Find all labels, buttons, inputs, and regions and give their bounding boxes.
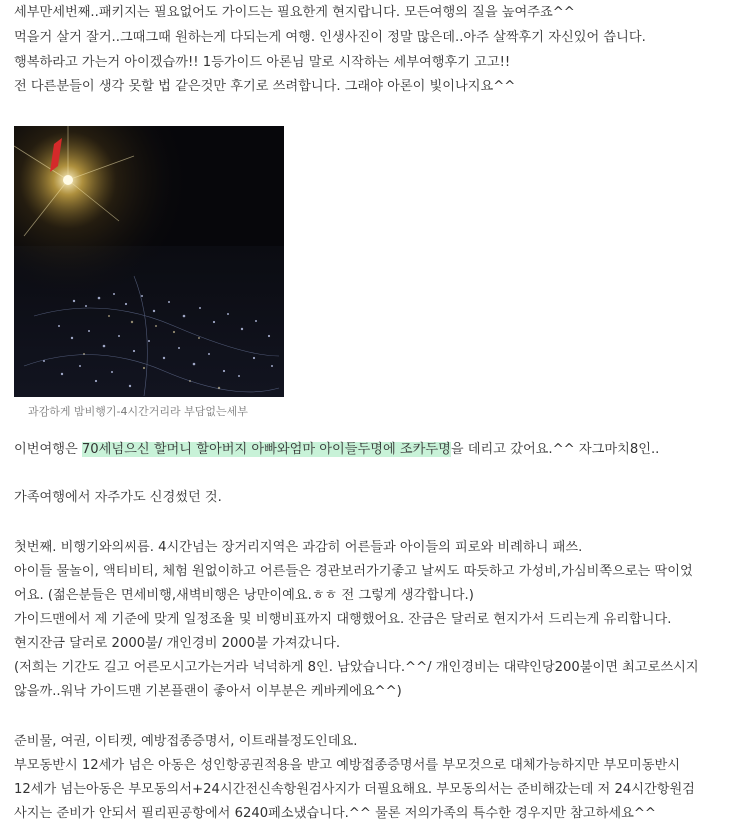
prep-line-4: 사지는 준비가 안되서 필리핀공항에서 6240페소냈습니다.^^ 물론 저의가족의 특수한 경우지만 참고하세요^^ <box>14 806 656 821</box>
prep-line-2: 부모동반시 12세가 넘은 아동은 성인항공권적용을 받고 예방접종증명서를 부모것으로 대체가능하지만 부모미동반시 <box>14 758 680 773</box>
intro-line-2: 먹을거 살거 잘거..그때그때 원하는게 다되는게 여행. 인생사진이 정말 많은데..아주 살짝후기 자신있어 씁니다. <box>14 30 646 45</box>
first-line-4: 가이드맨에서 제 기준에 맞게 일정조율 및 비행비표까지 대행했어요. 잔금은 달러로 현지가서 드리는게 유리합니다. <box>14 612 672 627</box>
first-line-5: 현지잔금 달러로 2000불/ 개인경비 2000불 가져갔니다. <box>14 636 341 651</box>
prep-line-3: 12세가 넘는아동은 부모동의서+24시간전신속항원검사지가 더필요해요. 부모동의서는 준비해갔는데 저 24시간항원검 <box>14 782 695 797</box>
intro-line-3: 행복하라고 가는거 아이겠습까!! 1등가이드 아론님 말로 시작하는 세부여행후기 고고!! <box>14 55 511 70</box>
first-line-2: 아이들 물놀이, 액티비티, 체험 원없이하고 어른들은 경관보러가기좋고 날씨도 따듯하고 가성비,가심비쪽으로는 딱이었 <box>14 564 693 579</box>
family-text-before: 이번여행은 <box>14 442 82 457</box>
prep-line-1: 준비물, 여권, 이티켓, 예방접종증명서, 이트래블정도인데요. <box>14 734 358 749</box>
night-flight-photo[interactable] <box>14 126 284 397</box>
family-text-highlight: 70세넘으신 할머니 할아버지 아빠와엄마 아이들두명에 조카두명 <box>81 442 451 457</box>
first-line-3: 어요. (젊은분들은 면세비행,새벽비행은 낭만이예요.ㅎㅎ 전 그렇게 생각합니다.) <box>14 588 474 603</box>
first-line-7: 않을까..워낙 가이드맨 기본플랜이 좋아서 이부분은 케바케에요^^) <box>14 684 402 699</box>
family-paragraph <box>14 441 659 459</box>
night-flight-photo-art <box>14 126 284 397</box>
family-text-after: 을 데리고 갔어요.^^ 자그마치8인.. <box>450 442 660 457</box>
intro-line-4: 전 다른분들이 생각 못할 법 같은것만 후기로 쓰려합니다. 그래야 아론이 빛이나지요^^ <box>14 79 516 94</box>
first-line-1: 첫번째. 비행기와의씨름. 4시간넘는 장거리지역은 과감히 어른들과 아이들의 피로와 비례하니 패쓰. <box>14 540 583 555</box>
first-line-6: (저희는 기간도 길고 어른모시고가는거라 넉넉하게 8인. 남았습니다.^^/ 개인경비는 대략인당200불이면 최고로쓰시지 <box>14 660 699 675</box>
photo-caption: 과감하게 밤비행기-4시간거리라 부담없는세부 <box>28 405 248 418</box>
intro-line-1: 세부만세번째..패키지는 필요없어도 가이드는 필요한게 현지랍니다. 모든여행의 질을 높여주죠^^ <box>14 5 575 20</box>
concern-paragraph: 가족여행에서 자주가도 신경썼던 것. <box>14 490 222 505</box>
